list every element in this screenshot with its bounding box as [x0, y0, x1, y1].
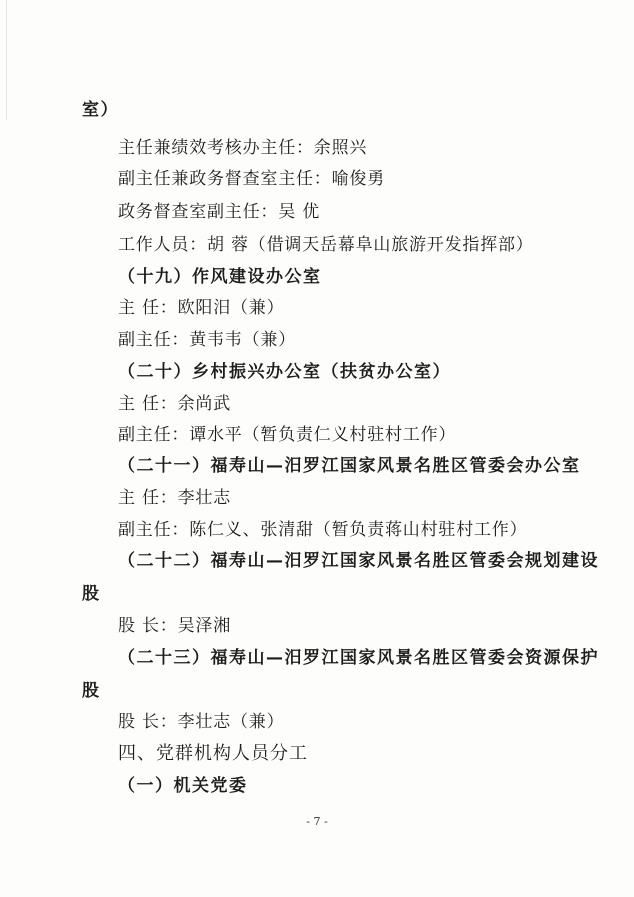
section-heading-party-committee: （一）机关党委: [118, 776, 248, 796]
page-number: - 7 -: [306, 815, 328, 828]
text-line-supervision-deputy: 政务督查室副主任：吴 优: [118, 202, 321, 222]
text-line-deputy-director-supervision: 副主任兼政务督查室主任：喻俊勇: [118, 169, 385, 189]
section-heading-23: （二十三）福寿山—汨罗江国家风景名胜区管委会资源保护: [118, 648, 599, 668]
section-heading-23-continuation: 股: [82, 681, 101, 701]
section-heading-21: （二十一）福寿山—汨罗江国家风景名胜区管委会办公室: [118, 456, 581, 476]
text-line-deputy-21: 副主任：陈仁义、张清甜（暂负责蒋山村驻村工作）: [118, 520, 528, 540]
text-line-continuation-shi: 室）: [82, 100, 119, 120]
text-line-director-20: 主 任：余尚武: [118, 394, 232, 414]
section-heading-22-continuation: 股: [82, 584, 101, 604]
text-line-deputy-19: 副主任：黄韦韦（兼）: [118, 330, 296, 350]
text-line-staff-seconded: 工作人员：胡 蓉（借调天岳幕阜山旅游开发指挥部）: [118, 235, 534, 255]
text-line-director-21: 主 任：李壮志: [118, 488, 232, 508]
chapter-heading-4: 四、党群机构人员分工: [118, 743, 308, 764]
text-line-deputy-20: 副主任：谭水平（暂负责仁义村驻村工作）: [118, 425, 457, 445]
section-heading-20: （二十）乡村振兴办公室（扶贫办公室）: [118, 362, 451, 382]
section-heading-19: （十九）作风建设办公室: [118, 267, 322, 287]
text-line-chief-23: 股 长：李壮志（兼）: [118, 712, 285, 732]
scan-edge-mark: [6, 0, 7, 120]
text-line-chief-22: 股 长：吴泽湘: [118, 616, 232, 636]
text-line-director-kpi: 主任兼绩效考核办主任：余照兴: [118, 138, 368, 158]
text-line-director-19: 主 任：欧阳汨（兼）: [118, 298, 285, 318]
section-heading-22: （二十二）福寿山—汨罗江国家风景名胜区管委会规划建设: [118, 551, 599, 571]
